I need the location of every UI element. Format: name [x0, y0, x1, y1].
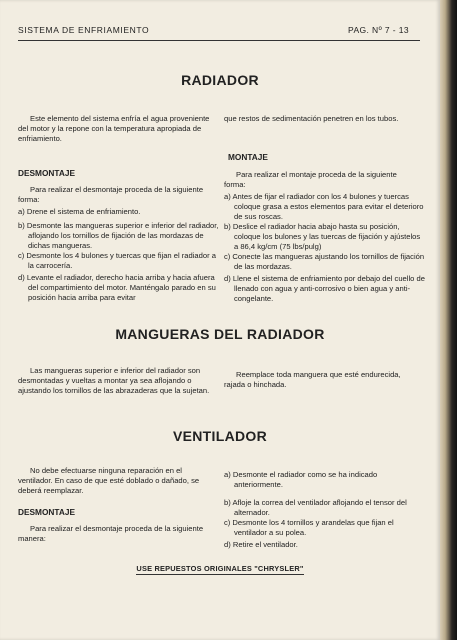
- radiador-desmontaje-intro: Para realizar el desmontaje proceda de la siguiente forma:: [18, 185, 204, 204]
- ventilador-step-c: c) Desmonte los 4 tornillos y arandelas que fijan el ventilador a su polea.: [224, 518, 394, 537]
- radiador-montaje-step-d: d) Llene el sistema de enfriamiento por debajo del cuello de llenado con agua y anti-corrosivo o bien agua y anti-congelante.: [224, 274, 425, 303]
- ventilador-intro: No debe efectuarse ninguna reparación en el ventilador. En caso de que esté doblado o dañado, se deberá reemplazar.: [18, 466, 200, 495]
- radiador-desmontaje-step-c: c) Desmonte los 4 bulones y tuercas que fijan el radiador a la carrocería.: [18, 251, 216, 270]
- footer-note: [20, 564, 420, 573]
- radiador-desmontaje-step-d: d) Levante el radiador, derecho hacia arriba y hacia afuera del compartimiento del motor. Manténgalo parado en su posición hacia arriba para evitar: [18, 273, 216, 302]
- mangueras-left-text: Las mangueras superior e inferior del radiador son desmontadas y vueltas a montar ya sea aflojando o ajustando los tornillos de las abrazaderas que la sujetan.: [18, 366, 210, 395]
- radiador-continuation: que restos de sedimentación penetren en los tubos.: [224, 114, 399, 123]
- ventilador-step-a: a) Desmonte el radiador como se ha indicado anteriormente.: [224, 470, 378, 489]
- header-rule: [18, 40, 420, 41]
- radiador-desmontaje-step-a: a) Drene el sistema de enfriamiento.: [18, 207, 141, 216]
- ventilador-step-d: d) Retire el ventilador.: [224, 540, 298, 549]
- page-edge-shadow: [440, 0, 457, 640]
- radiador-title: RADIADOR: [181, 72, 259, 88]
- radiador-montaje-step-a: a) Antes de fijar el radiador con los 4 bulones y tuercas coloque grasa a estos elementos para evitar el deterioro de sus roscas.: [224, 192, 424, 221]
- radiador-montaje-intro: Para realizar el montaje proceda de la siguiente forma:: [224, 170, 397, 189]
- radiador-desmontaje-title: DESMONTAJE: [18, 168, 76, 178]
- ventilador-step-b: b) Afloje la correa del ventilador aflojando el tensor del alternador.: [224, 498, 407, 517]
- radiador-montaje-title: MONTAJE: [228, 152, 268, 162]
- radiador-desmontaje-step-b: b) Desmonte las mangueras superior e inferior del radiador, aflojando los tornillos de fijación de las mordazas de dichas mangueras.: [18, 221, 219, 250]
- page-number: PAG. Nº 7 - 13: [348, 25, 409, 35]
- radiador-montaje-step-b: b) Deslice el radiador hacia abajo hasta su posición, coloque los bulones y las tuercas de fijación y ajústelos a 86,4 kg/cm (75 lbs/pulg): [224, 222, 421, 251]
- ventilador-title: VENTILADOR: [173, 428, 267, 444]
- mangueras-title: MANGUERAS DEL RADIADOR: [115, 326, 325, 342]
- footer-text: USE REPUESTOS ORIGINALES "CHRYSLER": [136, 564, 304, 573]
- ventilador-desmontaje-intro: Para realizar el desmontaje proceda de la siguiente manera:: [18, 524, 204, 543]
- radiador-montaje-step-c: c) Conecte las mangueras ajustando los tornillos de fijación de las mordazas.: [224, 252, 425, 271]
- ventilador-desmontaje-title: DESMONTAJE: [18, 507, 76, 517]
- section-header: SISTEMA DE ENFRIAMIENTO: [18, 25, 150, 35]
- radiador-intro: Este elemento del sistema enfría el agua proveniente del motor y la repone con la temperatura apropiada de enfriamiento.: [18, 114, 210, 143]
- mangueras-right-text: Reemplace toda manguera que esté endurecida, rajada o hinchada.: [224, 370, 401, 389]
